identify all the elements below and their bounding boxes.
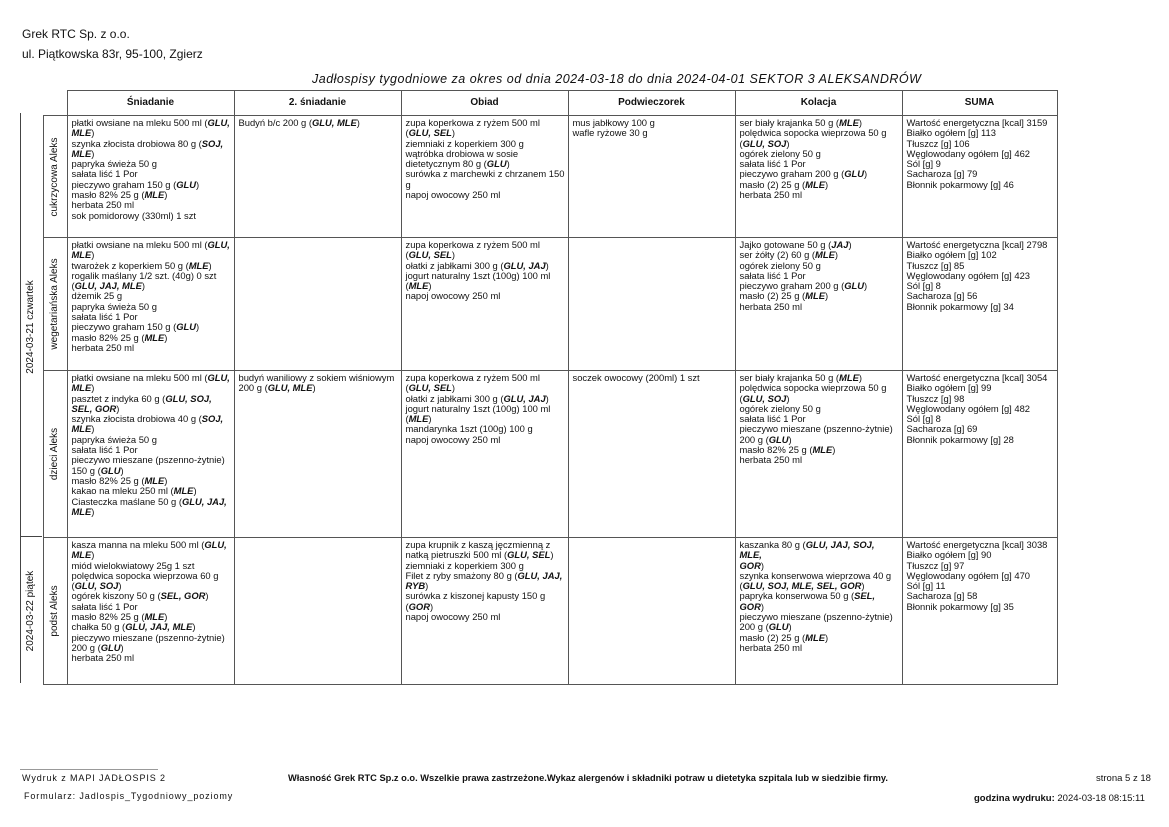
diet-label: cukrzycowa Aleks [48, 137, 60, 216]
allergen-codes: MLE [408, 413, 429, 425]
day-cell [20, 116, 43, 538]
column-header-kolacja: Kolacja [735, 91, 902, 116]
menu-item-line: Białko ogółem [g] 113 [906, 127, 996, 139]
meal-cell-obiad [401, 538, 568, 685]
allergen-codes: JAJ [831, 239, 849, 250]
menu-item-line: MLE) [71, 147, 95, 159]
menu-item-line: (GLU, SOJ) [739, 137, 790, 149]
allergen-codes: GLU [100, 464, 121, 476]
menu-item-line: GOR) [739, 559, 764, 571]
menu-item-line: masło 82% 25 g (MLE) [71, 611, 168, 623]
allergen-codes: SEL, [854, 590, 875, 602]
meal-cell-obiad [401, 238, 568, 371]
meal-cell-podwieczorek [568, 538, 735, 685]
day-label: 2024-03-21 czwartek [25, 279, 37, 374]
allergen-codes: GLU, JAJ, MLE [125, 621, 193, 633]
menu-item-line: ogórek zielony 50 g [739, 147, 821, 159]
menu-item-line: ogórek zielony 50 g [739, 259, 821, 271]
allergen-codes: GLU [768, 433, 789, 445]
menu-item-line: MLE) [71, 382, 95, 394]
meal-cell-2-sniadanie [234, 116, 401, 238]
menu-item-line: sałata liść 1 Por [71, 168, 138, 180]
allergen-codes: MLE [144, 189, 165, 201]
menu-item-line: ziemniaki z koperkiem 300 g [405, 559, 524, 571]
allergen-codes: GLU [176, 178, 197, 190]
menu-item-line: Sól [g] 11 [906, 580, 946, 592]
menu-item-line: GOR) [739, 600, 764, 612]
footer-print-source: Wydruk z MAPI JADŁOSPIS 2 [22, 773, 166, 783]
menu-item-line: masło 82% 25 g (MLE) [739, 444, 836, 456]
menu-item-line: pasztet z indyka 60 g (GLU, SOJ, [71, 392, 212, 404]
menu-item-line: herbata 250 ml [71, 341, 135, 353]
menu-item-line: Białko ogółem [g] 102 [906, 249, 997, 261]
page-number: strona 5 z 18 [1096, 773, 1151, 784]
print-time-value: 2024-03-18 08:15:11 [1057, 793, 1145, 804]
menu-item-line: Błonnik pokarmowy [g] 34 [906, 300, 1014, 312]
allergen-codes: SEL, GOR [160, 590, 206, 602]
menu-item-line: pieczywo mieszane (pszenno-żytnie) [739, 611, 893, 623]
menu-item-line: 200 g (GLU) [71, 641, 124, 653]
allergen-codes: MLE [71, 423, 92, 435]
allergen-codes: SOJ, [201, 413, 224, 425]
footer-form-name: Formularz: Jadlospis_Tygodniowy_poziomy [24, 791, 234, 801]
allergen-codes: MLE [805, 290, 825, 302]
footer-separator [20, 769, 158, 770]
meal-cell-obiad [401, 116, 568, 238]
menu-item-line: papryka konserwowa 50 g (SEL, [739, 590, 875, 602]
menu-item-line: polędwica sopocka wieprzowa 50 g [739, 382, 887, 394]
menu-item-line: Sacharoza [g] 69 [906, 423, 978, 435]
menu-item-line: ser biały krajanka 50 g (MLE) [739, 117, 862, 128]
menu-item-line: budyń waniliowy z sokiem wiśniowym [238, 372, 395, 383]
meal-cell-kolacja [735, 116, 902, 238]
menu-item-line: masło (2) 25 g (MLE) [739, 631, 829, 643]
allergen-codes: MLE [173, 485, 194, 497]
menu-item-line: polędwica sopocka wieprzowa 50 g [739, 127, 887, 139]
allergen-codes: MLE [144, 331, 165, 343]
allergen-codes: GLU [844, 280, 865, 292]
menu-item-line: herbata 250 ml [71, 199, 135, 211]
menu-item-line: (GLU, SOJ) [71, 580, 122, 592]
allergen-codes: GLU, [207, 117, 230, 128]
menu-item-line: ołatki z jabłkami 300 g (GLU, JAJ) [405, 392, 549, 404]
menu-item-line: 150 g (GLU) [71, 464, 124, 476]
menu-item-line: Wartość energetyczna [kcal] 2798 [906, 239, 1048, 250]
menu-item-line: Budyń b/c 200 g (GLU, MLE) [238, 117, 360, 128]
allergen-codes: MLE [408, 280, 429, 292]
menu-item-line: Wartość energetyczna [kcal] 3159 [906, 117, 1048, 128]
menu-item-line: masło 82% 25 g (MLE) [71, 331, 168, 343]
menu-item-line: napoj owocowy 250 ml [405, 189, 501, 201]
column-header-sniadanie: Śniadanie [67, 91, 234, 116]
menu-item-line: pieczywo graham 150 g (GLU) [71, 178, 200, 190]
allergen-codes: SOJ, [201, 137, 224, 149]
menu-item-line: polędwica sopocka wieprzowa 60 g [71, 569, 219, 581]
allergen-codes: MLE [815, 249, 835, 261]
menu-item-line: sałata liść 1 Por [71, 600, 138, 612]
meal-cell-kolacja [735, 238, 902, 371]
table-row [20, 371, 1057, 538]
menu-item-line: Węglowodany ogółem [g] 482 [906, 402, 1031, 414]
meal-cell-sniadanie [67, 116, 234, 238]
allergen-codes: GLU, JAJ, [517, 569, 563, 581]
menu-item-line: ser żółty (2) 60 g (MLE) [739, 249, 838, 261]
allergen-codes: RYB [405, 580, 426, 592]
menu-item-line: sałata liść 1 Por [739, 269, 806, 281]
menu-item-line: (GLU, JAJ, MLE) [71, 280, 145, 292]
menu-item-line: kakao na mleku 250 ml (MLE) [71, 485, 197, 497]
allergen-codes: GLU, [204, 539, 227, 550]
allergen-codes: MLE [71, 249, 92, 261]
allergen-codes: MLE [839, 117, 859, 128]
allergen-codes: MLE [812, 444, 833, 456]
allergen-codes: MLE [71, 549, 92, 561]
menu-item-line: sok pomidorowy (330ml) 1 szt [71, 209, 197, 221]
meal-cell-sniadanie [67, 371, 234, 538]
company-name: Grek RTC Sp. z o.o. [22, 27, 130, 41]
menu-item-line: pieczywo graham 150 g (GLU) [71, 321, 200, 333]
table-row [20, 538, 1057, 685]
allergen-codes: GLU [100, 641, 121, 653]
diet-cell [43, 238, 67, 371]
menu-item-line: papryka świeża 50 g [71, 433, 157, 445]
menu-item-line: Filet z ryby smażony 80 g (GLU, JAJ, [405, 569, 563, 581]
menu-item-line: herbata 250 ml [739, 300, 803, 312]
company-header [22, 24, 203, 64]
print-time-label: godzina wydruku: [974, 793, 1055, 804]
menu-item-line: zupa krupnik z kaszą jęczmienną z [405, 539, 551, 550]
menu-item-line: rogalik maślany 1/2 szt. (40g) 0 szt [71, 269, 217, 281]
nutrition-summary-cell [902, 238, 1057, 371]
nutrition-summary-cell [902, 538, 1057, 685]
menu-item-line: kasza manna na mleku 500 ml (GLU, [71, 539, 227, 550]
menu-item-line: MLE) [71, 127, 95, 139]
menu-item-line: Węglowodany ogółem [g] 423 [906, 269, 1031, 281]
allergen-codes: MLE [71, 127, 92, 139]
menu-item-line: SEL, GOR) [71, 402, 120, 414]
table-row [20, 116, 1057, 238]
menu-item-line: Sacharoza [g] 58 [906, 590, 978, 602]
menu-item-line: masło 82% 25 g (MLE) [71, 189, 168, 201]
menu-item-line: wątróbka drobiowa w sosie [405, 147, 519, 159]
header-spacer [20, 91, 43, 116]
menu-item-line: (GLU, SEL) [405, 382, 455, 394]
allergen-codes: MLE [71, 382, 92, 394]
menu-item-line: Tłuszcz [g] 85 [906, 259, 965, 271]
menu-item-line: herbata 250 ml [71, 652, 135, 664]
menu-item-line: masło 82% 25 g (MLE) [71, 474, 168, 486]
menu-item-line: mus jabłkowy 100 g [572, 117, 655, 128]
menu-item-line: (MLE) [405, 280, 432, 292]
menu-item-line: (GLU, SOJ) [739, 392, 790, 404]
menu-item-line: herbata 250 ml [739, 454, 803, 466]
day-label: 2024-03-22 piątek [25, 570, 37, 652]
menu-item-line: szynka konserwowa wieprzowa 40 g [739, 569, 892, 581]
menu-item-line: pieczywo graham 200 g (GLU) [739, 168, 868, 180]
menu-item-line: sałata liść 1 Por [71, 311, 138, 323]
menu-item-line: pieczywo mieszane (pszenno-żytnie) [739, 423, 893, 435]
meal-cell-podwieczorek [568, 116, 735, 238]
column-header-2-sniadanie: 2. śniadanie [234, 91, 401, 116]
allergen-codes: MLE [144, 474, 165, 486]
menu-item-line: płatki owsiane na mleku 500 ml (GLU, [71, 372, 230, 383]
allergen-codes: GLU [844, 168, 865, 180]
menu-item-line: zupa koperkowa z ryżem 500 ml [405, 372, 540, 383]
menu-item-line: MLE) [71, 423, 95, 435]
menu-item-line: kaszanka 80 g (GLU, JAJ, SOJ, MLE, [739, 539, 875, 561]
allergen-codes: GLU, SOJ [742, 137, 787, 149]
diet-label: podst Aleks [48, 585, 60, 637]
menu-item-line: MLE) [71, 505, 95, 517]
menu-item-line: zupa koperkowa z ryżem 500 ml [405, 239, 540, 250]
allergen-codes: GOR [739, 600, 761, 612]
allergen-codes: GOR [739, 559, 761, 571]
meal-cell-kolacja [735, 371, 902, 538]
menu-item-line: sałata liść 1 Por [739, 158, 806, 170]
menu-item-line: Białko ogółem [g] 90 [906, 549, 992, 561]
allergen-codes: GLU [768, 621, 789, 633]
meal-cell-kolacja [735, 538, 902, 685]
allergen-codes: GLU, MLE [312, 117, 357, 128]
allergen-codes: GLU, JAJ, SOJ, MLE, [739, 539, 875, 561]
menu-item-line: ziemniaki z koperkiem 300 g [405, 137, 524, 149]
diet-label: dzieci Aleks [48, 427, 60, 481]
allergen-codes: GLU [176, 321, 197, 333]
menu-item-line: Wartość energetyczna [kcal] 3054 [906, 372, 1048, 383]
menu-item-line: Węglowodany ogółem [g] 470 [906, 569, 1031, 581]
menu-item-line: napoj owocowy 250 ml [405, 611, 501, 623]
menu-item-line: twarożek z koperkiem 50 g (MLE) [71, 259, 212, 271]
allergen-codes: MLE [71, 505, 92, 517]
meal-cell-sniadanie [67, 538, 234, 685]
menu-item-line: 200 g (GLU) [739, 433, 792, 445]
meal-cell-podwieczorek [568, 238, 735, 371]
menu-item-line: zupa koperkowa z ryżem 500 ml [405, 117, 540, 128]
allergen-codes: GLU, JAJ, MLE [74, 280, 142, 292]
weekly-menu-table [20, 90, 1058, 685]
allergen-codes: MLE [805, 631, 825, 643]
menu-item-line: (GLU, SEL) [405, 127, 455, 139]
allergen-codes: SEL, GOR [71, 402, 117, 414]
menu-item-line: szynka złocista drobiowa 80 g (SOJ, [71, 137, 224, 149]
menu-item-line: pieczywo mieszane (pszenno-żytnie) [71, 454, 225, 466]
menu-item-line: surówka z kiszonej kapusty 150 g [405, 590, 546, 602]
menu-item-line: herbata 250 ml [739, 189, 803, 201]
menu-item-line: masło (2) 25 g (MLE) [739, 290, 829, 302]
meal-cell-podwieczorek [568, 371, 735, 538]
header-spacer [43, 91, 67, 116]
meal-cell-2-sniadanie [234, 538, 401, 685]
print-timestamp [974, 793, 1145, 804]
menu-item-line: (GLU, SEL) [405, 249, 455, 261]
menu-item-line: (GOR) [405, 600, 434, 612]
table-row [20, 238, 1057, 371]
menu-item-line: papryka świeża 50 g [71, 158, 157, 170]
menu-item-line: mandarynka 1szt (100g) 100 g [405, 423, 533, 435]
menu-item-line: MLE) [71, 549, 95, 561]
menu-item-line: Sacharoza [g] 56 [906, 290, 978, 302]
menu-item-line: Ciasteczka maślane 50 g (GLU, JAJ, [71, 495, 227, 507]
menu-item-line: soczek owocowy (200ml) 1 szt [572, 372, 700, 383]
column-header-obiad: Obiad [401, 91, 568, 116]
allergen-codes: GLU, [207, 372, 230, 383]
menu-item-line: Błonnik pokarmowy [g] 28 [906, 433, 1014, 445]
menu-item-line: Błonnik pokarmowy [g] 35 [906, 600, 1014, 612]
allergen-codes: MLE [188, 259, 209, 271]
menu-item-line: pieczywo graham 200 g (GLU) [739, 280, 868, 292]
menu-item-line: napoj owocowy 250 ml [405, 290, 501, 302]
menu-item-line: Tłuszcz [g] 98 [906, 392, 965, 404]
allergen-codes: GLU, SOJ [74, 580, 119, 592]
menu-item-line: herbata 250 ml [739, 641, 803, 653]
menu-item-line: g [405, 178, 411, 190]
allergen-codes: GLU, SOJ, MLE, SEL, GOR [742, 580, 862, 592]
menu-item-line: pieczywo mieszane (pszenno-żytnie) [71, 631, 225, 643]
allergen-codes: GLU, SOJ, [165, 392, 212, 404]
nutrition-summary-cell [902, 116, 1057, 238]
menu-item-line: ołatki z jabłkami 300 g (GLU, JAJ) [405, 259, 549, 271]
diet-cell [43, 538, 67, 685]
allergen-codes: MLE [839, 372, 859, 383]
allergen-codes: GLU [486, 158, 507, 170]
diet-cell [43, 116, 67, 238]
allergen-codes: GLU, SEL [507, 549, 551, 561]
menu-item-line: ogórek kiszony 50 g (SEL, GOR) [71, 590, 209, 602]
menu-item-line: jogurt naturalny 1szt (100g) 100 ml [405, 269, 551, 281]
diet-cell [43, 371, 67, 538]
menu-item-line: Jajko gotowane 50 g (JAJ) [739, 239, 852, 250]
allergen-codes: GLU, JAJ [503, 392, 546, 404]
menu-item-line: miód wielokwiatowy 25g 1 szt [71, 559, 195, 571]
menu-item-line: sałata liść 1 Por [739, 413, 806, 425]
column-header-podwieczorek: Podwieczorek [568, 91, 735, 116]
menu-item-line: ser biały krajanka 50 g (MLE) [739, 372, 862, 383]
menu-item-line: Tłuszcz [g] 106 [906, 137, 970, 149]
meal-cell-2-sniadanie [234, 371, 401, 538]
allergen-codes: GLU, SEL [408, 382, 452, 394]
menu-item-line: szynka złocista drobiowa 40 g (SOJ, [71, 413, 224, 425]
allergen-codes: GLU, JAJ, [181, 495, 227, 507]
menu-item-line: dżemik 25 g [71, 290, 123, 302]
allergen-codes: MLE [144, 611, 165, 623]
allergen-codes: MLE [71, 147, 92, 159]
diet-label: wegetariańska Aleks [48, 258, 60, 350]
menu-item-line: Wartość energetyczna [kcal] 3038 [906, 539, 1048, 550]
allergen-codes: GLU, JAJ [503, 259, 546, 271]
menu-item-line: (MLE) [405, 413, 432, 425]
nutrition-summary-cell [902, 371, 1057, 538]
meal-cell-obiad [401, 371, 568, 538]
menu-item-line: wafle ryżowe 30 g [572, 127, 648, 139]
allergen-codes: GLU, SEL [408, 249, 452, 261]
allergen-codes: GOR [408, 600, 430, 612]
table-header-row [20, 91, 1057, 116]
document-title: Jadłospisy tygodniowe za okres od dnia 2024-03-18 do dnia 2024-04-01 SEKTOR 3 ALEKSANDRÓW [312, 72, 922, 86]
day-cell [20, 538, 43, 685]
column-header-suma: SUMA [902, 91, 1057, 116]
allergen-codes: GLU, [207, 239, 230, 250]
allergen-codes: GLU, SEL [408, 127, 452, 139]
menu-item-line: 200 g (GLU) [739, 621, 792, 633]
menu-item-line: MLE) [71, 249, 95, 261]
menu-item-line: dietetycznym 80 g (GLU) [405, 158, 510, 170]
menu-item-line: natką pietruszki 500 ml (GLU, SEL) [405, 549, 554, 561]
menu-item-line: masło (2) 25 g (MLE) [739, 178, 829, 190]
meal-cell-2-sniadanie [234, 238, 401, 371]
menu-item-line: RYB) [405, 580, 429, 592]
allergen-codes: MLE [805, 178, 825, 190]
menu-item-line: Sacharoza [g] 79 [906, 168, 978, 180]
menu-item-line: Tłuszcz [g] 97 [906, 559, 965, 571]
menu-item-line: sałata liść 1 Por [71, 444, 138, 456]
meal-cell-sniadanie [67, 238, 234, 371]
menu-item-line: surówka z marchewki z chrzanem 150 [405, 168, 565, 180]
allergen-codes: GLU, MLE [267, 382, 313, 394]
menu-item-line: Węglowodany ogółem [g] 462 [906, 147, 1031, 159]
menu-item-line: płatki owsiane na mleku 500 ml (GLU, [71, 239, 230, 250]
footer-ownership-note: Własność Grek RTC Sp.z o.o. Wszelkie prawa zastrzeżone.Wykaz alergenów i składniki potraw u dietetyka szpitala lub w siedzibie firmy. [288, 773, 888, 783]
menu-item-line: Sól [g] 9 [906, 158, 941, 170]
company-address: ul. Piątkowska 83r, 95-100, Zgierz [22, 47, 203, 61]
menu-item-line: Białko ogółem [g] 99 [906, 382, 992, 394]
menu-item-line: Błonnik pokarmowy [g] 46 [906, 178, 1014, 190]
menu-item-line: papryka świeża 50 g [71, 300, 157, 312]
menu-item-line: ogórek zielony 50 g [739, 402, 821, 414]
menu-item-line: napoj owocowy 250 ml [405, 433, 501, 445]
menu-item-line: płatki owsiane na mleku 500 ml (GLU, [71, 117, 230, 128]
menu-item-line: (GLU, SOJ, MLE, SEL, GOR) [739, 580, 865, 592]
menu-item-line: chałka 50 g (GLU, JAJ, MLE) [71, 621, 196, 633]
menu-item-line: Sól [g] 8 [906, 280, 941, 292]
menu-item-line: Sól [g] 8 [906, 413, 941, 425]
menu-item-line: 200 g (GLU, MLE) [238, 382, 316, 394]
allergen-codes: GLU, SOJ [742, 392, 787, 404]
menu-item-line: jogurt naturalny 1szt (100g) 100 ml [405, 402, 551, 414]
